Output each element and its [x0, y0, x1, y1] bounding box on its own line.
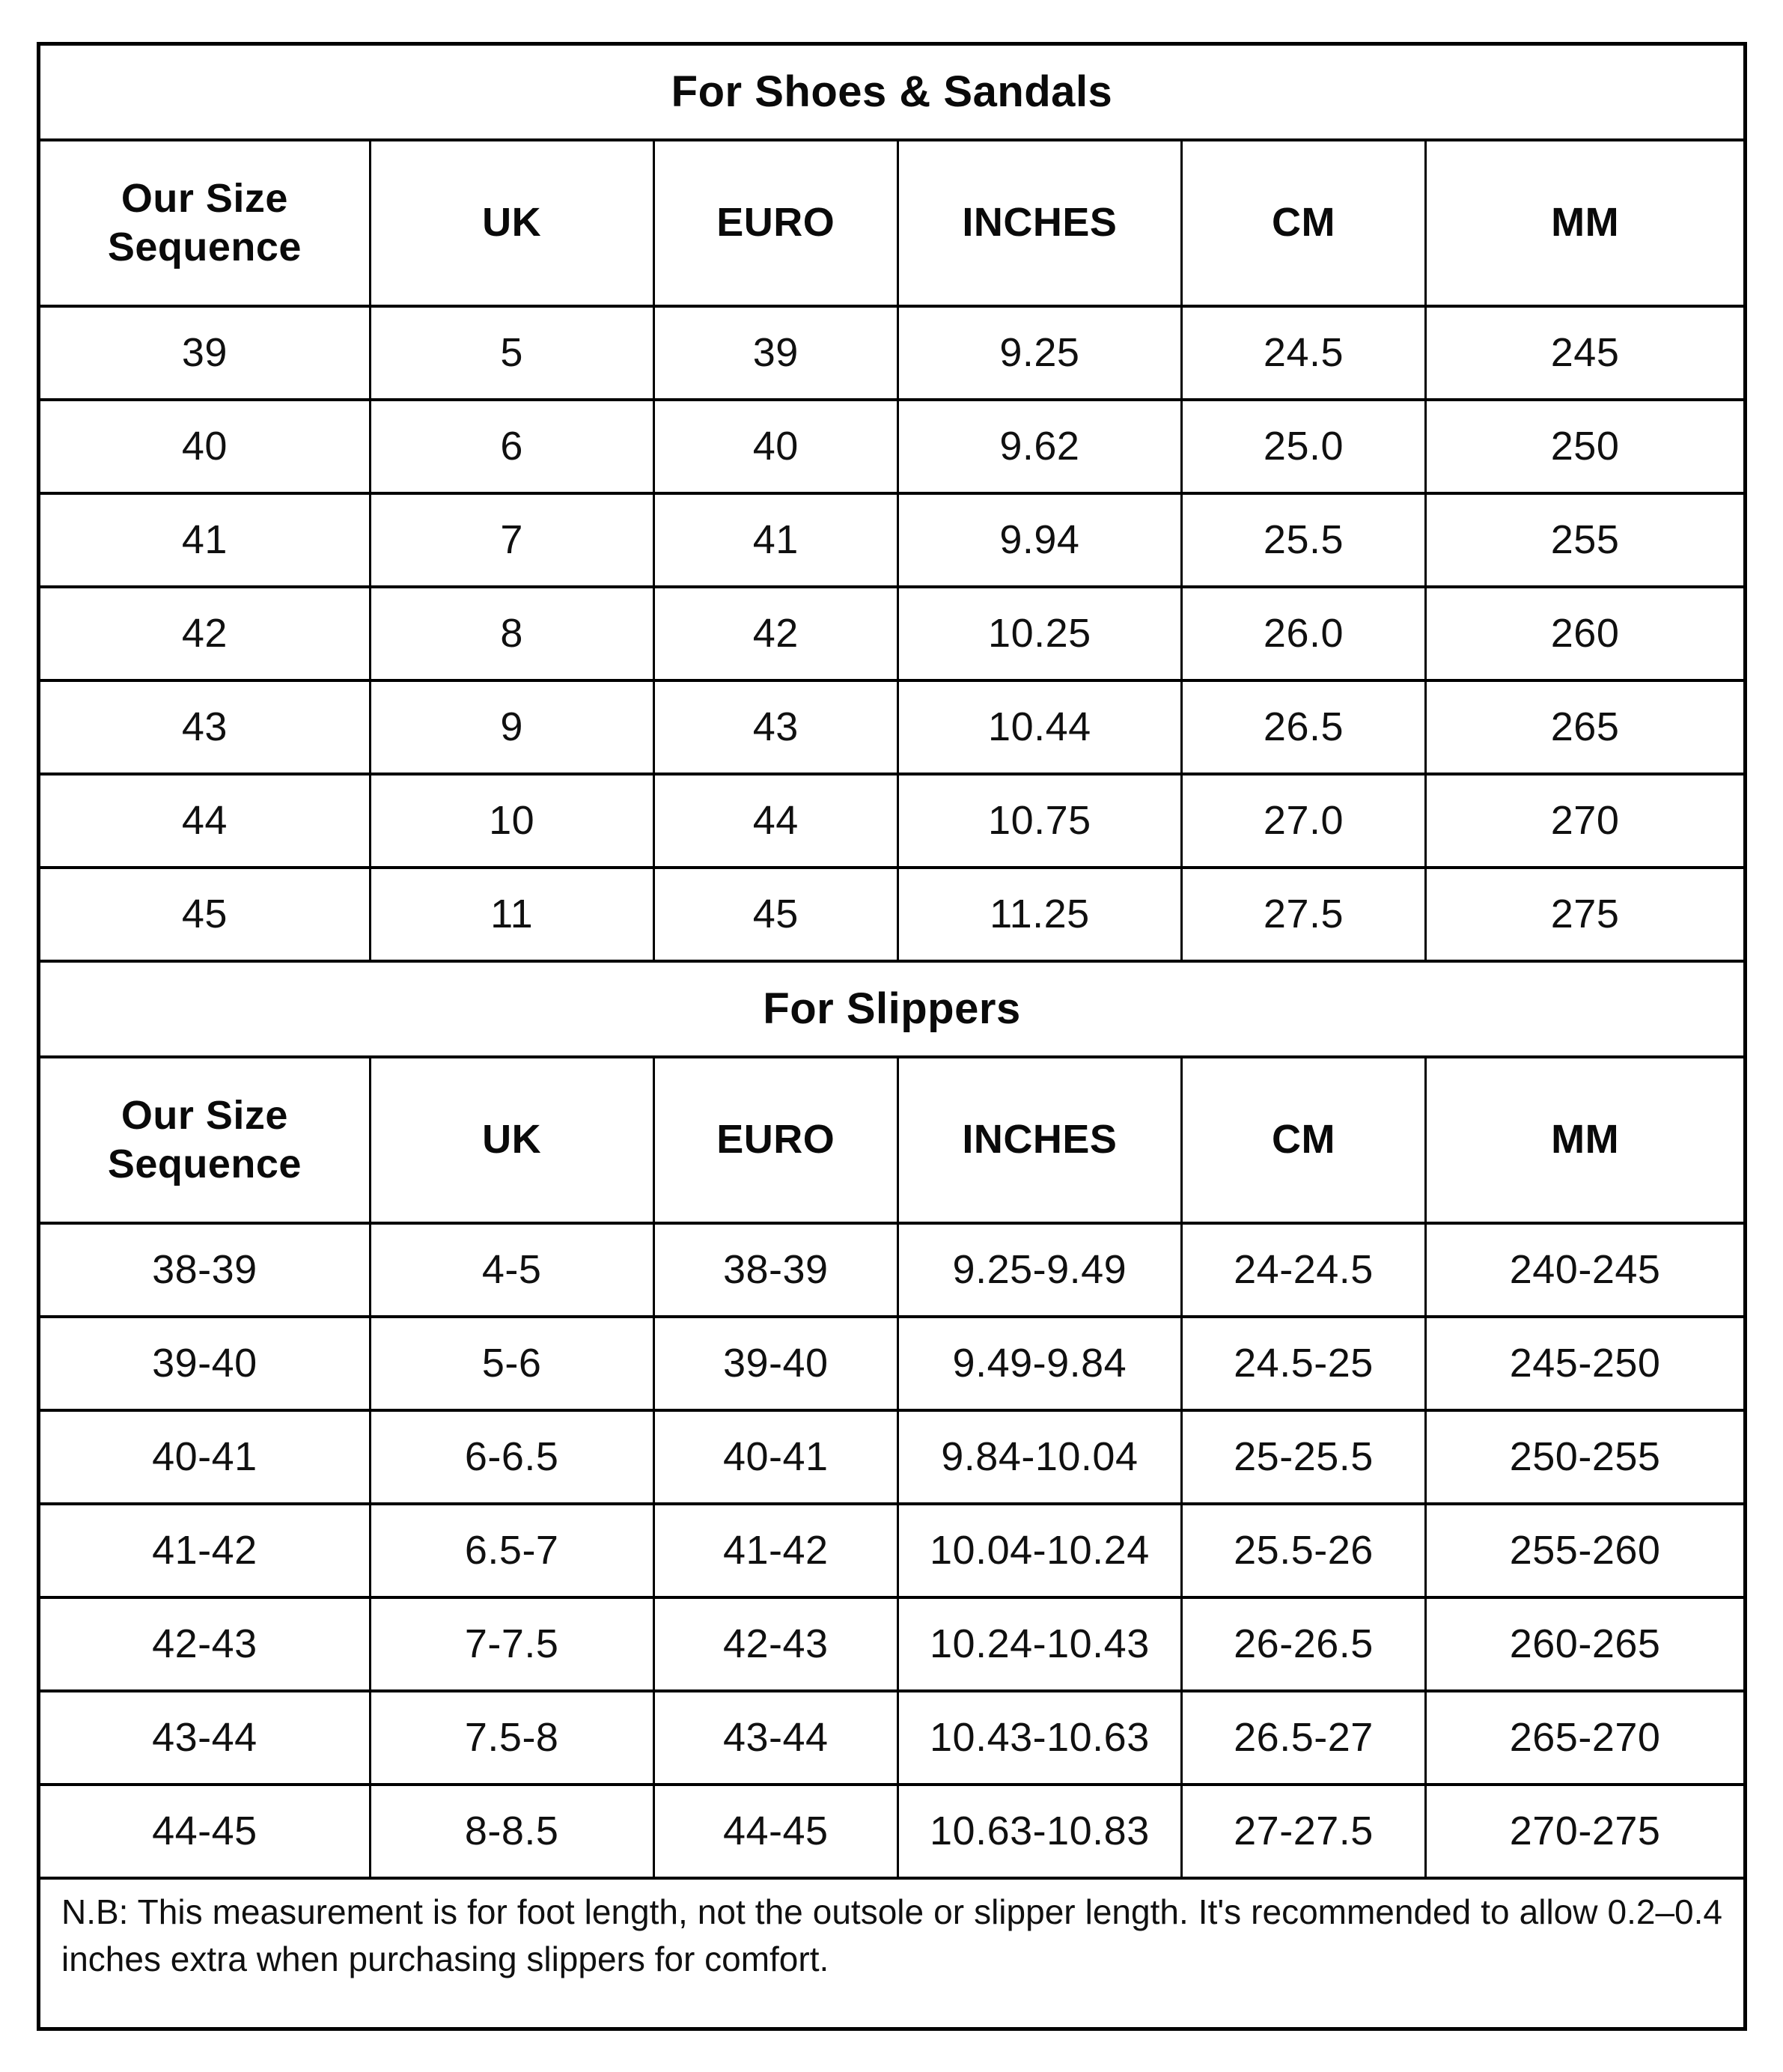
table-cell: 25-25.5: [1181, 1410, 1425, 1504]
table-cell: 44-45: [39, 1785, 371, 1878]
table-cell: 40: [39, 400, 371, 493]
table-cell: 27-27.5: [1181, 1785, 1425, 1878]
table-cell: 10.43-10.63: [897, 1691, 1181, 1785]
table-cell: 39: [653, 306, 897, 400]
table-cell: 250-255: [1426, 1410, 1746, 1504]
table-row: [39, 1691, 1746, 1785]
table-cell: 41-42: [653, 1504, 897, 1597]
table-cell: 11: [370, 868, 653, 961]
table-cell: 42-43: [653, 1597, 897, 1691]
table-cell: 43: [39, 680, 371, 774]
table-row: [39, 1317, 1746, 1410]
header-euro: EURO: [653, 140, 897, 306]
table-cell: 26.0: [1181, 587, 1425, 680]
table-cell: 43-44: [39, 1691, 371, 1785]
table-cell: 270-275: [1426, 1785, 1746, 1878]
header-uk: UK: [370, 1057, 653, 1223]
table-cell: 240-245: [1426, 1223, 1746, 1317]
table-cell: 10: [370, 774, 653, 868]
table-cell: 9.25: [897, 306, 1181, 400]
table-cell: 44: [39, 774, 371, 868]
table-cell: 26.5: [1181, 680, 1425, 774]
table-cell: 10.75: [897, 774, 1181, 868]
table-cell: 44: [653, 774, 897, 868]
table-cell: 265: [1426, 680, 1746, 774]
table-cell: 9.62: [897, 400, 1181, 493]
table-row: [39, 1410, 1746, 1504]
table-cell: 255: [1426, 493, 1746, 587]
table-cell: 265-270: [1426, 1691, 1746, 1785]
footnote: N.B: This measurement is for foot length, not the outsole or slipper length. It's recommended to allow 0.2–0.4 inches extra when purchasing slippers for comfort.: [39, 1878, 1746, 2029]
table-row: [39, 400, 1746, 493]
header-inches: INCHES: [897, 140, 1181, 306]
table-row: [39, 1878, 1746, 2029]
table-row: [39, 774, 1746, 868]
table-row: [39, 868, 1746, 961]
table-cell: 40: [653, 400, 897, 493]
table-cell: 25.5: [1181, 493, 1425, 587]
table-cell: 5: [370, 306, 653, 400]
table-cell: 5-6: [370, 1317, 653, 1410]
header-uk: UK: [370, 140, 653, 306]
table-cell: 275: [1426, 868, 1746, 961]
table-cell: 9.49-9.84: [897, 1317, 1181, 1410]
table-cell: 43: [653, 680, 897, 774]
header-inches: INCHES: [897, 1057, 1181, 1223]
table-row: [39, 493, 1746, 587]
table-cell: 38-39: [39, 1223, 371, 1317]
table-cell: 39-40: [653, 1317, 897, 1410]
header-mm: MM: [1426, 1057, 1746, 1223]
table-row: [39, 1597, 1746, 1691]
header-euro: EURO: [653, 1057, 897, 1223]
slippers-section-title: For Slippers: [39, 961, 1746, 1057]
table-cell: 7.5-8: [370, 1691, 653, 1785]
table-cell: 43-44: [653, 1691, 897, 1785]
table-cell: 7: [370, 493, 653, 587]
table-cell: 6-6.5: [370, 1410, 653, 1504]
table-row: [39, 680, 1746, 774]
table-cell: 40-41: [39, 1410, 371, 1504]
table-cell: 40-41: [653, 1410, 897, 1504]
table-cell: 27.5: [1181, 868, 1425, 961]
table-cell: 8-8.5: [370, 1785, 653, 1878]
table-cell: 10.24-10.43: [897, 1597, 1181, 1691]
table-cell: 39: [39, 306, 371, 400]
header-mm: MM: [1426, 140, 1746, 306]
table-cell: 9: [370, 680, 653, 774]
table-cell: 11.25: [897, 868, 1181, 961]
shoes-sandals-section-title: For Shoes & Sandals: [39, 44, 1746, 140]
table-cell: 7-7.5: [370, 1597, 653, 1691]
table-cell: 39-40: [39, 1317, 371, 1410]
table-cell: 26-26.5: [1181, 1597, 1425, 1691]
table-cell: 24-24.5: [1181, 1223, 1425, 1317]
table-cell: 41-42: [39, 1504, 371, 1597]
table-cell: 25.0: [1181, 400, 1425, 493]
table-cell: 42: [39, 587, 371, 680]
table-cell: 9.84-10.04: [897, 1410, 1181, 1504]
table-cell: 10.44: [897, 680, 1181, 774]
table-cell: 245-250: [1426, 1317, 1746, 1410]
table-cell: 38-39: [653, 1223, 897, 1317]
table-row: [39, 1223, 1746, 1317]
table-cell: 42-43: [39, 1597, 371, 1691]
table-row: [39, 140, 1746, 306]
table-cell: 45: [653, 868, 897, 961]
table-cell: 6.5-7: [370, 1504, 653, 1597]
table-cell: 24.5-25: [1181, 1317, 1425, 1410]
header-cm: CM: [1181, 140, 1425, 306]
table-cell: 10.25: [897, 587, 1181, 680]
table-cell: 9.94: [897, 493, 1181, 587]
table-cell: 25.5-26: [1181, 1504, 1425, 1597]
table-row: [39, 1785, 1746, 1878]
table-cell: 41: [39, 493, 371, 587]
header-our-size-sequence: Our Size Sequence: [39, 140, 371, 306]
table-row: [39, 1504, 1746, 1597]
table-cell: 260-265: [1426, 1597, 1746, 1691]
table-row: [39, 306, 1746, 400]
table-cell: 4-5: [370, 1223, 653, 1317]
table-row: [39, 587, 1746, 680]
table-cell: 255-260: [1426, 1504, 1746, 1597]
table-cell: 245: [1426, 306, 1746, 400]
table-cell: 270: [1426, 774, 1746, 868]
table-cell: 42: [653, 587, 897, 680]
table-cell: 44-45: [653, 1785, 897, 1878]
table-cell: 10.04-10.24: [897, 1504, 1181, 1597]
table-row: [39, 44, 1746, 140]
table-cell: 41: [653, 493, 897, 587]
table-cell: 27.0: [1181, 774, 1425, 868]
table-row: [39, 1057, 1746, 1223]
table-cell: 250: [1426, 400, 1746, 493]
table-cell: 45: [39, 868, 371, 961]
header-cm: CM: [1181, 1057, 1425, 1223]
table-cell: 24.5: [1181, 306, 1425, 400]
table-row: [39, 961, 1746, 1057]
table-cell: 10.63-10.83: [897, 1785, 1181, 1878]
table-cell: 8: [370, 587, 653, 680]
table-cell: 26.5-27: [1181, 1691, 1425, 1785]
table-cell: 9.25-9.49: [897, 1223, 1181, 1317]
table-cell: 260: [1426, 587, 1746, 680]
size-chart-table: [37, 42, 1747, 2031]
table-cell: 6: [370, 400, 653, 493]
header-our-size-sequence: Our Size Sequence: [39, 1057, 371, 1223]
